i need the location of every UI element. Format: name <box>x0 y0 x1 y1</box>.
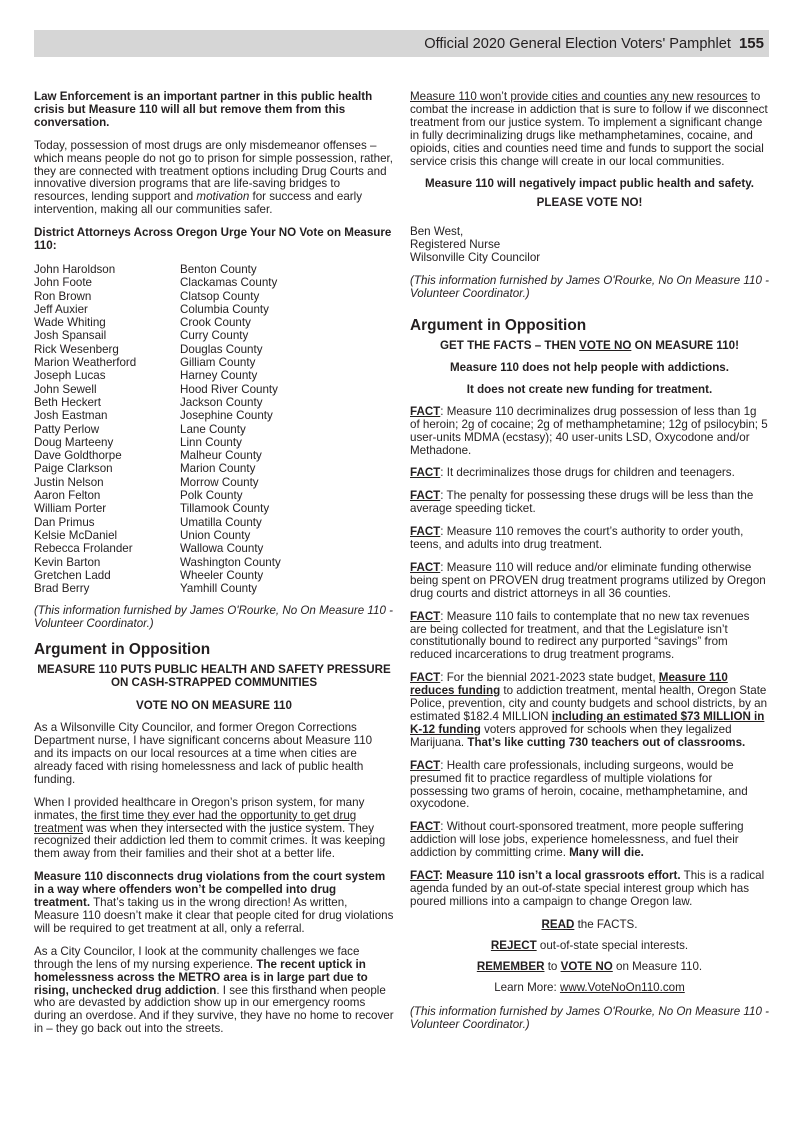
please-vote-no: PLEASE VOTE NO! <box>536 196 643 210</box>
text-span: the FACTS. <box>574 917 638 931</box>
argument-title: Argument in Opposition <box>410 316 587 334</box>
da-list-item: Umatilla County <box>180 515 262 529</box>
learn-more-line <box>410 982 769 995</box>
text-span: This is a radical agenda funded by an out-of-state special interest group which has poured millions into a campaign to change Oregon law. <box>410 869 765 908</box>
fact-item <box>410 611 769 663</box>
misdemeanor-paragraph <box>34 140 394 217</box>
fact-item <box>410 562 769 601</box>
da-list-item: Joseph Lucas <box>34 369 106 383</box>
furnished-note: (This information furnished by James O'Rourke, No On Measure 110 - Volunteer Coordinator.) <box>410 1005 769 1032</box>
argument-subhead: MEASURE 110 PUTS PUBLIC HEALTH AND SAFETY PRESSURE ON CASH-STRAPPED COMMUNITIES <box>37 663 391 690</box>
facts-subhead: Measure 110 does not help people with addictions. <box>450 360 729 374</box>
da-names-column <box>34 263 180 595</box>
da-list-item: Clackamas County <box>180 276 278 290</box>
facts-subhead: It does not create new funding for treatment. <box>466 382 713 396</box>
impact-line: Measure 110 will negatively impact public health and safety. <box>424 177 755 191</box>
fact-item <box>410 467 769 480</box>
fact-label: FACT <box>410 869 439 883</box>
bold-underline-span: REJECT <box>490 938 537 952</box>
page-header <box>424 35 764 53</box>
da-list-item: Wade Whiting <box>34 316 106 330</box>
fact-label: FACT <box>410 758 441 772</box>
da-list-item: Tillamook County <box>180 502 270 516</box>
text-span: out-of-state special interests. <box>536 938 689 952</box>
website-link[interactable]: www.VoteNoOn110.com <box>559 980 685 994</box>
remember-line <box>410 961 769 974</box>
bold-span: The recent uptick in homelessness across the METRO area is in large part due to rising, unchecked drug addiction <box>34 957 368 997</box>
fact-item <box>410 406 769 458</box>
facts-subhead <box>410 339 769 352</box>
text-span: was when they intersected with the justice system. They recognized their addiction led them to commit crimes. It was keeping them away from their families and their shot at a better life. <box>34 821 386 861</box>
text-span: : Measure 110 removes the court’s authority to order youth, teens, and adults into drug treatment. <box>410 525 744 552</box>
da-list-item: Dan Primus <box>34 515 95 529</box>
text-span: : Measure 110 will reduce and/or eliminate funding otherwise being spent on PROVEN drug treatment programs utilized by Oregon drug courts and district attorneys in all 36 counties. <box>410 560 766 600</box>
da-list-item: John Foote <box>34 276 93 290</box>
da-heading: District Attorneys Across Oregon Urge Your NO Vote on Measure 110: <box>34 226 392 253</box>
da-list-item: Doug Marteeny <box>34 435 114 449</box>
da-list-item: Yamhill County <box>180 582 258 596</box>
fact-label: FACT <box>410 466 441 480</box>
da-list-item: Ron Brown <box>34 289 92 303</box>
da-list-item: Justin Nelson <box>34 475 104 489</box>
argument-paragraph <box>34 797 394 862</box>
text-span: Learn More: <box>494 980 560 994</box>
da-list-item: Kevin Barton <box>34 555 101 569</box>
da-list-item: Beth Heckert <box>34 395 102 409</box>
da-list-item: Union County <box>180 528 251 542</box>
da-list-item: Brad Berry <box>34 582 90 596</box>
bold-underline-span: VOTE NO <box>560 959 613 973</box>
fact-item <box>410 870 769 909</box>
bold-underline-span: READ <box>541 917 575 931</box>
text-span: : The penalty for possessing these drugs will be less than the average speeding ticket. <box>410 489 754 516</box>
da-list-item: Rebecca Frolander <box>34 542 133 556</box>
da-list-item: Josh Eastman <box>34 409 108 423</box>
da-list-item: Morrow County <box>180 475 259 489</box>
da-list-item: Washington County <box>180 555 281 569</box>
intro-paragraph: Law Enforcement is an important partner in this public health crisis but Measure 110 will all but remove them from this conversation. <box>34 90 373 129</box>
underline-span: VOTE NO <box>579 338 632 352</box>
signature-title: Wilsonville City Councilor <box>410 251 541 265</box>
argument-paragraph: As a Wilsonville City Councilor, and former Oregon Corrections Department nurse, I have significant concerns about Measure 110 and its impacts on our local resources at a time when cities are already faced with rising homelessness and lack of public health funding. <box>34 721 373 786</box>
fact-label: FACT <box>410 820 441 834</box>
da-list-item: Clatsop County <box>180 289 260 303</box>
da-list-item: Benton County <box>180 262 257 276</box>
da-list-item: Columbia County <box>180 302 269 316</box>
da-list-item: Jackson County <box>180 395 263 409</box>
underline-span: the first time they ever had the opportunity to get drug treatment <box>34 808 357 835</box>
da-list-item: Lane County <box>180 422 246 436</box>
da-list-item: Kelsie McDaniel <box>34 528 118 542</box>
text-span: When I provided healthcare in Oregon’s prison system, for many inmates, <box>34 795 365 822</box>
text-span: on Measure 110. <box>612 959 703 973</box>
da-list-item: Hood River County <box>180 382 278 396</box>
text-span: . I see this firsthand when people who are devasted by addiction show up in our emergency rooms during an overdose. And if they survive, they have no home to recover in – they go back out into the streets. <box>34 983 394 1036</box>
da-list-item: Aaron Felton <box>34 489 101 503</box>
right-column <box>410 91 769 1042</box>
fact-label: FACT <box>410 489 441 503</box>
fact-label: FACT <box>410 404 441 418</box>
text-span: : Without court-sponsored treatment, more people suffering addiction will lose jobs, experience homelessness, and fuel their addiction by committing crime. <box>410 820 744 860</box>
italic-span: motivation <box>196 190 250 204</box>
da-list-item: Gretchen Ladd <box>34 568 111 582</box>
da-list-item: Curry County <box>180 329 249 343</box>
text-span: As a City Councilor, I look at the community challenges we face through the lens of my nursing experience. <box>34 944 360 971</box>
text-span: : It decriminalizes those drugs for children and teenagers. <box>440 466 735 480</box>
fact-label: FACT <box>410 609 441 623</box>
da-list-item: Malheur County <box>180 449 262 463</box>
fact-item <box>410 760 769 812</box>
page-number: 155 <box>738 35 764 52</box>
argument-subhead-vote: VOTE NO ON MEASURE 110 <box>136 699 292 713</box>
da-list-item: Rick Wesenberg <box>34 342 119 356</box>
text-span: : Health care professionals, including surgeons, would be presumed fit to practice regardless of multiple violations for possessing two grams of heroin, cocaine, methamphetamine, and oxycodone. <box>410 758 748 811</box>
da-list-item: Wallowa County <box>180 542 264 556</box>
da-list-item: Marion Weatherford <box>34 356 137 370</box>
bold-span: Many will die. <box>569 846 644 860</box>
bold-underline-span: REMEMBER <box>476 959 545 973</box>
signature-title: Registered Nurse <box>410 238 501 252</box>
da-list-item: William Porter <box>34 502 107 516</box>
da-list-item: Dave Goldthorpe <box>34 449 122 463</box>
pamphlet-title: Official 2020 General Election Voters' Pamphlet <box>424 36 731 52</box>
text-span: to combat the increase in addiction that is sure to follow if we disconnect treatment from our justice system. To implement a significant change in fully decriminalizing drugs like methamphetamines, cocaine, and opioids, cities and counties need time and funds to support the social service crisis this change will create in our local communities. <box>410 90 768 168</box>
da-list-item: Linn County <box>180 435 242 449</box>
text-span: : Measure 110 fails to contemplate that no new tax revenues are being collected for treatment, and that the Legislature isn’t constitutionally bound to redirect any purported “savings” from reduced incarcerations to drug treatment programs. <box>410 609 750 662</box>
bold-underline-span: Measure 110 reduces funding <box>410 671 728 698</box>
text-span: : For the biennial 2021-2023 state budget, <box>440 671 659 685</box>
left-column <box>34 91 394 1046</box>
bold-underline-span: including an estimated $73 MILLION in K-12 funding <box>410 710 765 736</box>
da-counties-column <box>180 263 281 595</box>
da-list-item: Marion County <box>180 462 256 476</box>
read-line <box>410 919 769 932</box>
text-span: to <box>544 959 561 973</box>
da-list-item: Patty Perlow <box>34 422 100 436</box>
fact-label: FACT <box>410 525 441 539</box>
text-span: ON MEASURE 110! <box>631 338 739 352</box>
da-list-item: Jeff Auxier <box>34 302 88 316</box>
text-span: Today, possession of most drugs are only misdemeanor offenses – which means people do not go to prison for simple possession, rather, they are connected with treatment options including Drug Courts and innovative diversion programs that are life-saving bridges to resources, lending support and <box>34 138 393 204</box>
da-list-item: Josh Spansail <box>34 329 107 343</box>
da-list-item: Crook County <box>180 316 251 330</box>
da-list-item: Polk County <box>180 489 243 503</box>
furnished-note: (This information furnished by James O'Rourke, No On Measure 110 - Volunteer Coordinator.) <box>34 604 393 631</box>
da-list-item: Paige Clarkson <box>34 462 113 476</box>
underline-span: Measure 110 won’t provide cities and counties any new resources <box>410 90 748 103</box>
fact-item <box>410 490 769 516</box>
text-span: to addiction treatment, mental health, Oregon State Police, prevention, city and county budgets and school districts, by an estimated $182.4 MILLION <box>410 684 768 723</box>
resources-paragraph <box>410 91 769 168</box>
argument-paragraph <box>34 871 394 936</box>
da-list-item: Harney County <box>180 369 258 383</box>
da-list-item: Josephine County <box>180 409 273 423</box>
district-attorney-list <box>34 263 394 595</box>
bold-span: Measure 110 disconnects drug violations from the court system in a way where offenders won’t be compelled into drug treatment. <box>34 870 386 910</box>
signature-name: Ben West, <box>410 225 464 239</box>
argument-paragraph <box>34 946 394 1036</box>
furnished-note: (This information furnished by James O'Rourke, No On Measure 110 - Volunteer Coordinator.) <box>410 273 769 300</box>
fact-item <box>410 672 769 749</box>
text-span: for success and early intervention, making all our communities safer. <box>34 190 363 217</box>
da-list-item: Gilliam County <box>180 356 256 370</box>
argument-title: Argument in Opposition <box>34 641 211 659</box>
da-list-item: Wheeler County <box>180 568 264 582</box>
da-list-item: John Haroldson <box>34 262 116 276</box>
fact-item <box>410 526 769 552</box>
da-list-item: John Sewell <box>34 382 97 396</box>
text-span: voters approved for schools when they legalized Marijuana. <box>410 722 732 749</box>
text-span: That’s taking us in the wrong direction! As written, Measure 110 doesn’t make it clear that people cited for drug violations will be required to get treatment at all, only a referral. <box>34 896 394 935</box>
bold-span: : Measure 110 isn’t a local grassroots effort. <box>438 869 681 883</box>
reject-line <box>410 940 769 953</box>
text-span: GET THE FACTS – THEN <box>440 338 580 352</box>
fact-label: FACT <box>410 671 441 685</box>
da-list-item: Douglas County <box>180 342 263 356</box>
bold-span: That’s like cutting 730 teachers out of classrooms. <box>467 735 746 749</box>
fact-item <box>410 821 769 860</box>
signature-block <box>410 226 769 265</box>
text-span: : Measure 110 decriminalizes drug possession of less than 1g of heroin; 2g of cocaine; 2g of methamphetamine; 12g of psilocybin; 5 user-units MDMA (ecstasy); 40 user-units LSD, Oxycodone and/or Methadone. <box>410 404 768 457</box>
fact-label: FACT <box>410 560 441 574</box>
